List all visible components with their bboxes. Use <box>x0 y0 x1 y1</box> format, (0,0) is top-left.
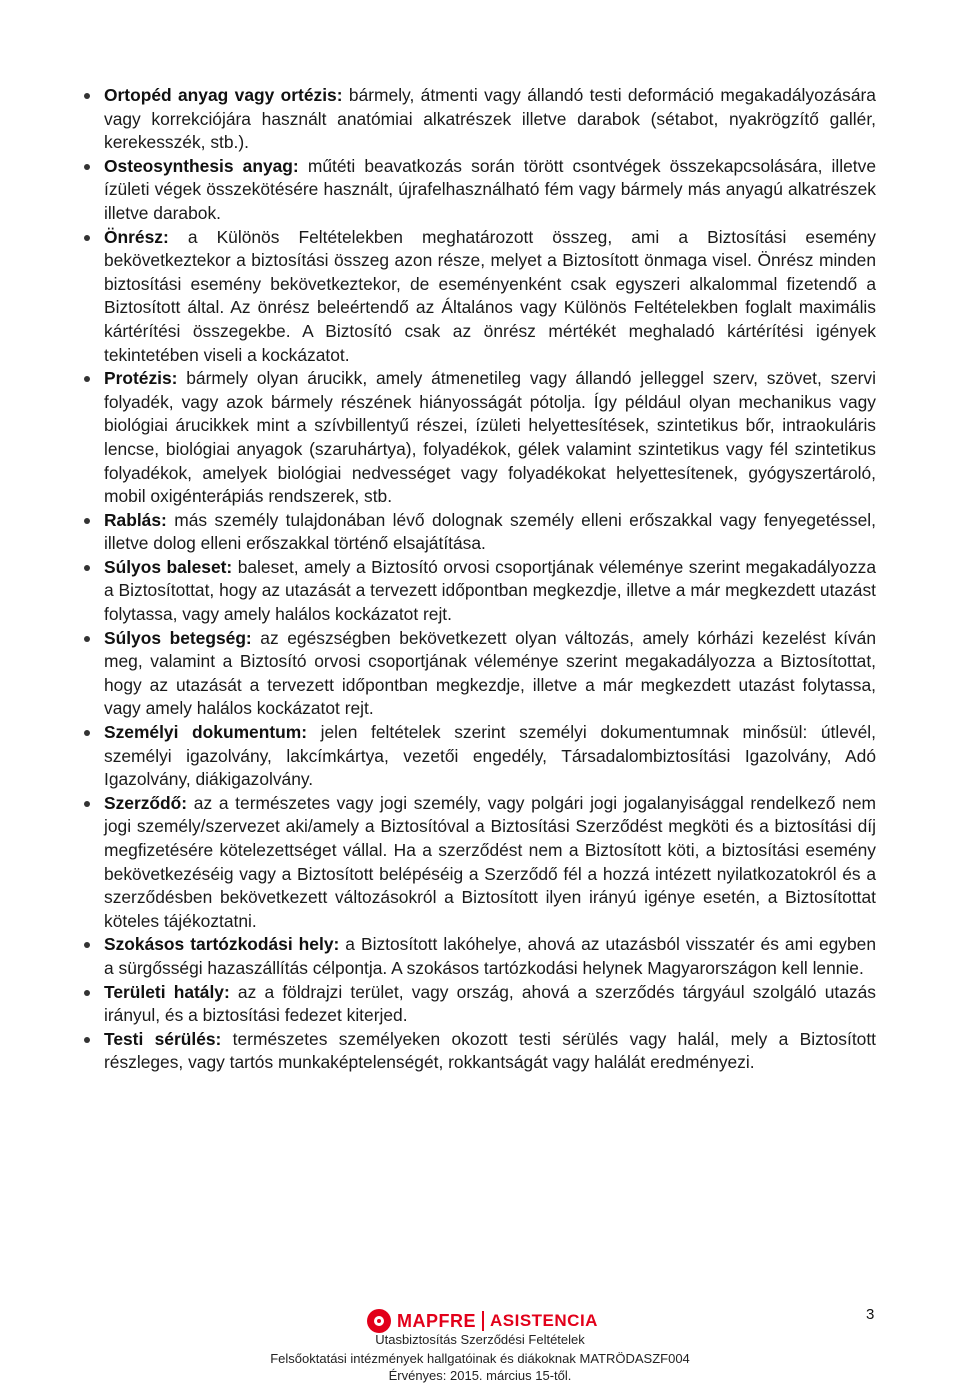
definition-term: Testi sérülés: <box>104 1028 222 1049</box>
definition-text: bármely, átmenti vagy állandó testi deformáció megakadályozására vagy korrekciójára használt anatómiai alkatrészek illetve darabok (sétabot, nyakrögzítő gallér, kerekesszék, stb.). <box>104 85 876 153</box>
bullet-icon <box>84 565 90 571</box>
bullet-icon <box>84 518 90 524</box>
definition-item <box>84 721 876 792</box>
definition-item <box>84 367 876 509</box>
definition-text: bármely olyan árucikk, amely átmenetileg vagy állandó jelleggel szerv, szövet, szervi folyadék, vagy azok bármely részének hiányosságát pótolja. Így például olyan mechanikus vagy biológiai árucikkek mint a szívbillentyű részei, ízületi helyettesítések, szintetikus bőr, intraokuláris lencse, biológiai anyagok (szaruhártya), folyadékok, gélek valamint szintetikus vagy fél szintetikus folyadékok, amelyek biológiai nedvességet vagy folyadékokat helyettesítenek, gyógyszertároló, mobil oxigénterápiás rendszerek, stb. <box>104 368 876 507</box>
definition-text: az egészségben bekövetkezett olyan változás, amely kórházi kezelést kíván meg, valamint a Biztosító orvosi csoportjának véleménye szerint megakadályozza a Biztosítottat, hogy az utazását a tervezett időpontban megkezdje, illetve a már megkezdett utazást folytassa, vagy amely halálos kockázatot rejt. <box>104 627 876 719</box>
footer-document-title: Utasbiztosítás Szerződési Feltételek <box>375 1332 585 1347</box>
page-number: 3 <box>866 1306 875 1323</box>
bullet-icon <box>84 1037 90 1043</box>
mapfre-logo-icon <box>367 1309 391 1333</box>
definition-item <box>84 509 876 556</box>
definitions-list <box>84 84 876 1075</box>
definition-text: az a természetes vagy jogi személy, vagy polgári jogi jogalanyisággal rendelkező nem jogi személy/szervezet aki/amely a Biztosítóval a Biztosítási Szerződést megköti és a biztosítási díj megfizetésére kötelezettséget vállal. Ha a szerződést nem a Biztosított köti, a biztosítási esemény bekövetkezéséig vagy a Biztosított belépéséig a Szerződő fél a hozzá intézett nyilatkozatokról és a szerződésben bekövetkezett változásokról a Biztosított ilyen irányú igénye esetén, a Biztosítottat köteles tájékoztatni. <box>104 792 876 931</box>
footer-product-code: Felsőoktatási intézmények hallgatóinak és diákoknak MATRÖDASZF004 <box>270 1351 690 1366</box>
page-footer <box>0 1302 960 1393</box>
definition-text: műtéti beavatkozás során törött csontvégek összekapcsolására, illetve ízületi végek összekötésére használt, újrafelhasználható fém vagy bármely más anyagú alkatrészek illetve darabok. <box>104 155 876 223</box>
definition-text: más személy tulajdonában lévő dolognak személy elleni erőszakkal vagy fenyegetéssel, illetve dolog elleni erőszakkal történő elsajátítása. <box>104 509 876 554</box>
definition-text: a Biztosított lakóhelye, ahová az utazásból visszatér és ami egyben a sürgősségi hazaszállítás célpontja. A szokásos tartózkodási helynek Magyarországon kell lennie. <box>104 934 876 978</box>
definition-item <box>84 933 876 980</box>
definition-item <box>84 627 876 721</box>
footer-validity-date: Érvényes: 2015. március 15-től. <box>388 1368 572 1383</box>
definition-text: az a földrajzi terület, vagy ország, ahová a szerződés tárgyául szolgáló utazás irányul, és a biztosítási fedezet kiterjed. <box>104 981 876 1026</box>
definition-term: Súlyos baleset: <box>104 556 233 577</box>
bullet-icon <box>84 93 90 99</box>
logo-divider <box>482 1311 484 1331</box>
bullet-icon <box>84 235 90 241</box>
definition-term: Osteosynthesis anyag: <box>104 155 299 176</box>
bullet-icon <box>84 164 90 170</box>
definition-item <box>84 792 876 934</box>
definition-text: a Különös Feltételekben meghatározott összeg, ami a Biztosítási esemény bekövetkeztekor a biztosítási összeg azon része, melyet a Biztosított önmaga visel. Önrész minden biztosítási esemény bekövetkeztekor, de eseményenként csak egyszeri alkalommal fizetendő a Biztosított által. Az önrész beleértendő az Általános vagy Különös Feltételekben foglalt maximális kártérítési összegekbe. A Biztosító csak az önrész mértékét meghaladó kártérítési igények tekintetében viseli a kockázatot. <box>104 226 876 365</box>
definition-text: természetes személyeken okozott testi sérülés vagy halál, mely a Biztosított részleges, vagy tartós munkaképtelenségét, rokkantságát vagy halálát eredményezi. <box>104 1028 876 1073</box>
bullet-icon <box>84 376 90 382</box>
definition-term: Ortopéd anyag vagy ortézis: <box>104 85 343 105</box>
bullet-icon <box>84 801 90 807</box>
definition-term: Személyi dokumentum: <box>104 722 308 743</box>
definition-item <box>84 981 876 1028</box>
definition-text: jelen feltételek szerint személyi dokumentumnak minősül: útlevél, személyi igazolvány, lakcímkártya, vezetői engedély, Társadalombiztosítási Igazolvány, Adó Igazolvány, diákigazolvány. <box>104 722 876 790</box>
definition-item <box>84 226 876 368</box>
definition-item <box>84 1028 876 1075</box>
definition-item <box>84 556 876 627</box>
mapfre-logo <box>367 1308 598 1334</box>
definition-term: Területi hatály: <box>104 981 230 1002</box>
bullet-icon <box>84 636 90 642</box>
definition-term: Rablás: <box>104 509 167 530</box>
bullet-icon <box>84 730 90 736</box>
definition-term: Szerződő: <box>104 792 188 813</box>
definition-term: Szokásos tartózkodási hely: <box>104 934 340 955</box>
definition-term: Protézis: <box>104 368 178 389</box>
bullet-icon <box>84 990 90 996</box>
bullet-icon <box>84 942 90 948</box>
definition-term: Önrész: <box>104 226 169 247</box>
definition-term: Súlyos betegség: <box>104 627 252 648</box>
definition-item <box>84 155 876 226</box>
logo-sub-text: ASISTENCIA <box>490 1311 598 1330</box>
definition-text: baleset, amely a Biztosító orvosi csoportjának véleménye szerint megakadályozza a Biztosítottat, hogy az utazását a tervezett időpontban megkezdje, illetve a már megkezdett utazást folytassa, vagy amely halálos kockázatot rejt. <box>104 556 877 625</box>
definition-item <box>84 84 876 155</box>
logo-brand-text: MAPFRE <box>397 1310 476 1331</box>
